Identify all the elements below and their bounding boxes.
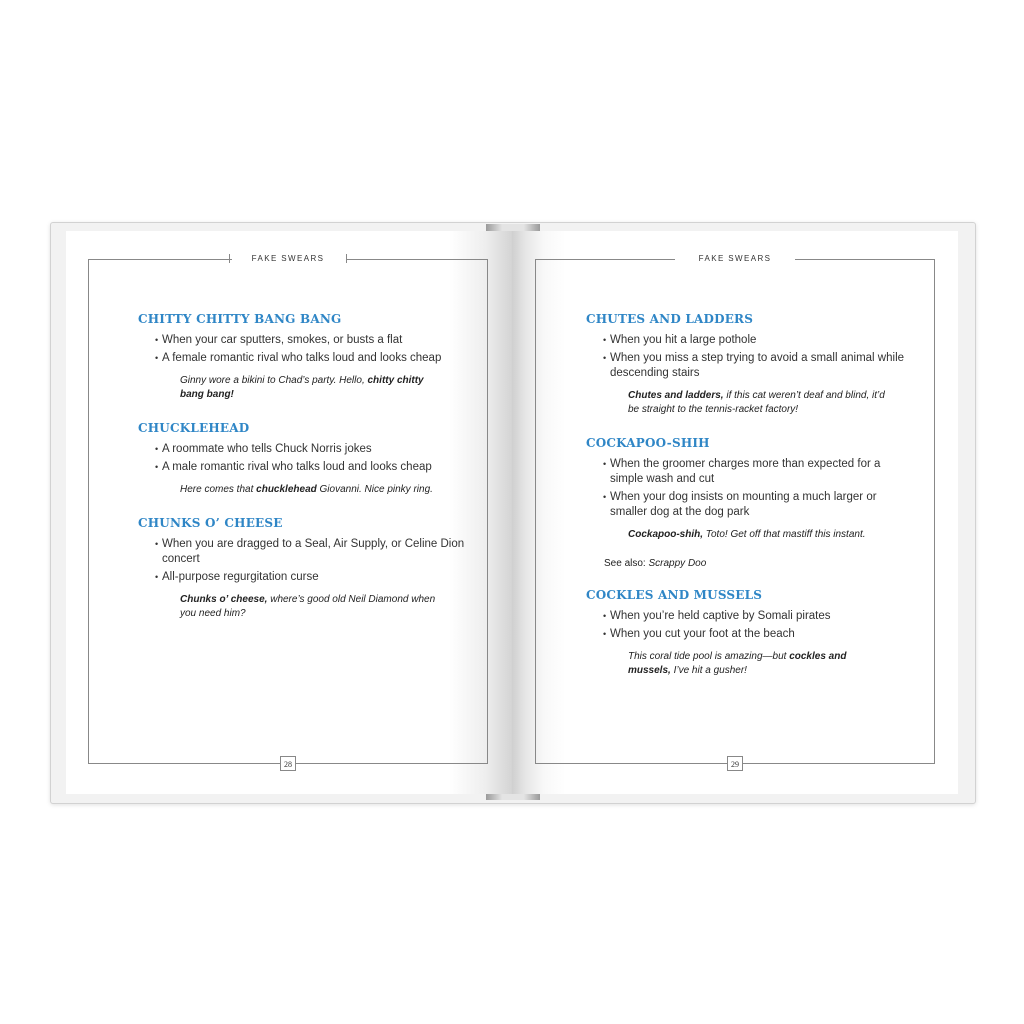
definition <box>586 457 916 487</box>
bullet-icon: • <box>155 353 159 363</box>
entries <box>586 311 916 696</box>
definition-text: When you are dragged to a Seal, Air Supply, or Celine Dion concert <box>162 538 465 565</box>
entry-title: CHUTES AND LADDERS <box>586 312 754 326</box>
entry-title: CHITTY CHITTY BANG BANG <box>138 312 342 326</box>
definition-text: A female romantic rival who talks loud and looks cheap <box>162 352 442 364</box>
definition <box>138 460 468 475</box>
definition <box>586 490 916 520</box>
see-also-reference: Scrappy Doo <box>648 558 707 569</box>
usage-example <box>180 374 440 402</box>
entry <box>138 311 468 402</box>
example-text: Here comes that <box>180 484 257 495</box>
definitions <box>138 333 468 366</box>
definition <box>138 537 468 567</box>
definitions <box>586 457 916 520</box>
usage-example <box>628 650 888 678</box>
bullet-icon: • <box>603 611 607 621</box>
entry-title: CHUCKLEHEAD <box>138 421 250 435</box>
example-term: Chunks o’ cheese, <box>180 594 268 605</box>
definitions <box>138 442 468 475</box>
definition-text: When your car sputters, smokes, or busts a flat <box>162 334 403 346</box>
definition-text: When you miss a step trying to avoid a small animal while descending stairs <box>610 352 905 379</box>
bullet-icon: • <box>155 539 159 549</box>
example-term: cockles and mussels, <box>628 651 847 676</box>
definition-text: When your dog insists on mounting a much larger or smaller dog at the dog park <box>610 491 877 518</box>
left-page <box>66 231 512 794</box>
usage-example <box>628 528 888 542</box>
bullet-icon: • <box>603 629 607 639</box>
example-text: if this cat weren’t deaf and blind, it’d be straight to the tennis-racket factory! <box>628 390 885 415</box>
example-text: where’s good old Neil Diamond when you need him? <box>180 594 436 619</box>
definition-text: When you’re held captive by Somali pirates <box>610 610 831 622</box>
entry-title: COCKLES AND MUSSELS <box>586 588 763 602</box>
see-also <box>604 558 916 569</box>
usage-example <box>180 593 440 621</box>
usage-example <box>180 483 440 497</box>
right-page <box>512 231 958 794</box>
definition <box>138 351 468 366</box>
definition <box>586 333 916 348</box>
definition-text: When you hit a large pothole <box>610 334 757 346</box>
definitions <box>586 333 916 381</box>
bullet-icon: • <box>155 462 159 472</box>
definition <box>138 333 468 348</box>
definition-text: A male romantic rival who talks loud and looks cheap <box>162 461 432 473</box>
entry <box>138 420 468 497</box>
example-term: Cockapoo-shih, <box>628 529 704 540</box>
example-term: Chutes and ladders, <box>628 390 724 401</box>
bullet-icon: • <box>603 492 607 502</box>
running-head: FAKE SWEARS <box>251 254 325 263</box>
bullet-icon: • <box>155 572 159 582</box>
definition <box>138 570 468 585</box>
definitions <box>586 609 916 642</box>
example-term: chucklehead <box>256 484 317 495</box>
example-text: I’ve hit a gusher! <box>670 665 747 676</box>
entry <box>138 515 468 621</box>
page-number: 28 <box>280 756 296 771</box>
definition <box>586 627 916 642</box>
example-term: chitty chitty bang bang! <box>180 375 424 400</box>
running-head: FAKE SWEARS <box>675 252 795 266</box>
definitions <box>138 537 468 585</box>
bullet-icon: • <box>155 335 159 345</box>
definition-text: When you cut your foot at the beach <box>610 628 795 640</box>
see-also-label: See also: <box>604 558 649 569</box>
example-text: Ginny wore a bikini to Chad’s party. Hello, <box>180 375 368 386</box>
example-text: Giovanni. Nice pinky ring. <box>316 484 433 495</box>
entry <box>586 587 916 678</box>
bullet-icon: • <box>603 459 607 469</box>
entry <box>586 311 916 417</box>
definition <box>138 442 468 457</box>
bullet-icon: • <box>603 353 607 363</box>
entry-title: COCKAPOO-SHIH <box>586 436 710 450</box>
example-text: Toto! Get off that mastiff this instant. <box>703 529 866 540</box>
bullet-icon: • <box>155 444 159 454</box>
definition-text: All-purpose regurgitation curse <box>162 571 319 583</box>
usage-example <box>628 389 888 417</box>
definition-text: A roommate who tells Chuck Norris jokes <box>162 443 372 455</box>
entry-title: CHUNKS O’ CHEESE <box>138 516 283 530</box>
definition <box>586 609 916 624</box>
bullet-icon: • <box>603 335 607 345</box>
definition <box>586 351 916 381</box>
example-text: This coral tide pool is amazing—but <box>628 651 790 662</box>
entry <box>586 435 916 569</box>
page-number: 29 <box>727 756 743 771</box>
definition-text: When the groomer charges more than expected for a simple wash and cut <box>610 458 881 485</box>
entries <box>138 311 468 639</box>
